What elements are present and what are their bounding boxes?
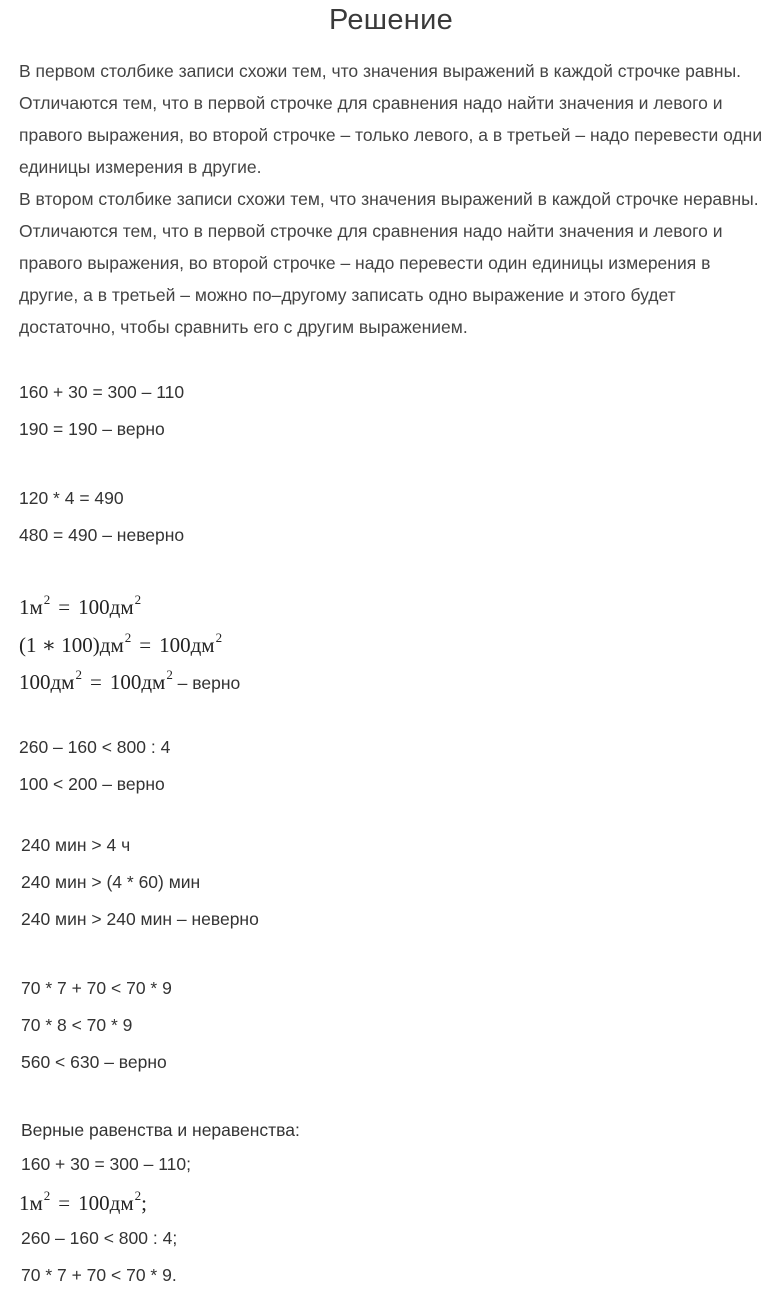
block6-line3: 560 < 630 – верно: [21, 1052, 167, 1072]
math-term: 1м: [19, 595, 43, 619]
block5-line3: 240 мин > 240 мин – неверно: [21, 909, 259, 929]
exponent: 2: [166, 667, 173, 682]
page-title: Решение: [328, 4, 454, 36]
block3-line2: [19, 626, 222, 659]
exponent: 2: [215, 630, 223, 645]
equals-sign: =: [58, 595, 71, 619]
math-term: (1 ∗ 100)дм: [19, 633, 124, 657]
block5-line2: 240 мин > (4 * 60) мин: [21, 872, 201, 892]
block1-line1: 160 + 30 = 300 – 110: [19, 382, 185, 402]
equals-sign: =: [139, 633, 152, 657]
block6-line1: 70 * 7 + 70 < 70 * 9: [21, 978, 172, 998]
block2-line1: 120 * 4 = 490: [19, 488, 124, 508]
block4-line2: 100 < 200 – верно: [19, 774, 165, 794]
block3-line1: [19, 588, 141, 621]
block1-line2: 190 = 190 – верно: [19, 419, 165, 439]
math-term: 100дм: [78, 595, 134, 619]
paragraph-first-column: В первом столбике записи схожи тем, что значения выражений в каждой строчке равны. Отличаются тем, что в первой строчке для сравнения надо найти значения и левого и правого выражения, во второй строчке – только левого, а в третьей – надо перевести одни единицы измерения в другие.: [19, 61, 763, 177]
exponent: 2: [43, 592, 51, 607]
block3-line3: [19, 663, 240, 697]
verdict: – верно: [172, 673, 241, 693]
summary-line4: 70 * 7 + 70 < 70 * 9.: [21, 1265, 177, 1285]
block4-line1: 260 – 160 < 800 : 4: [19, 737, 171, 757]
summary-line1: 160 + 30 = 300 – 110;: [21, 1154, 191, 1174]
summary-line2: [19, 1184, 147, 1217]
block6-line2: 70 * 8 < 70 * 9: [21, 1015, 133, 1035]
block5-line1: 240 мин > 4 ч: [21, 835, 131, 855]
exponent: 2: [43, 1188, 51, 1203]
math-term: 1м: [19, 1191, 43, 1215]
summary-line3: 260 – 160 < 800 : 4;: [21, 1228, 178, 1248]
exponent: 2: [75, 667, 82, 682]
math-term: 100дм: [159, 633, 215, 657]
semicolon: ;: [141, 1191, 147, 1215]
math-term: 100дм: [109, 670, 166, 694]
exponent: 2: [134, 592, 142, 607]
equals-sign: =: [89, 670, 102, 694]
summary-heading: Верные равенства и неравенства:: [21, 1120, 300, 1140]
equals-sign: =: [58, 1191, 71, 1215]
block2-line2: 480 = 490 – неверно: [19, 525, 185, 545]
exponent: 2: [134, 1188, 142, 1203]
exponent: 2: [124, 630, 132, 645]
math-term: 100дм: [19, 670, 75, 694]
math-term: 100дм: [78, 1191, 134, 1215]
paragraph-second-column: В втором столбике записи схожи тем, что значения выражений в каждой строчке неравны. Отличаются тем, что в первой строчке для сравнения надо найти значения и левого и правого выражения, во второй строчке – надо перевести один единицы измерения в другие, а в третьей – можно по–другому записать одно выражение и этого будет достаточно, чтобы сравнить его с другим выражением.: [19, 189, 759, 337]
